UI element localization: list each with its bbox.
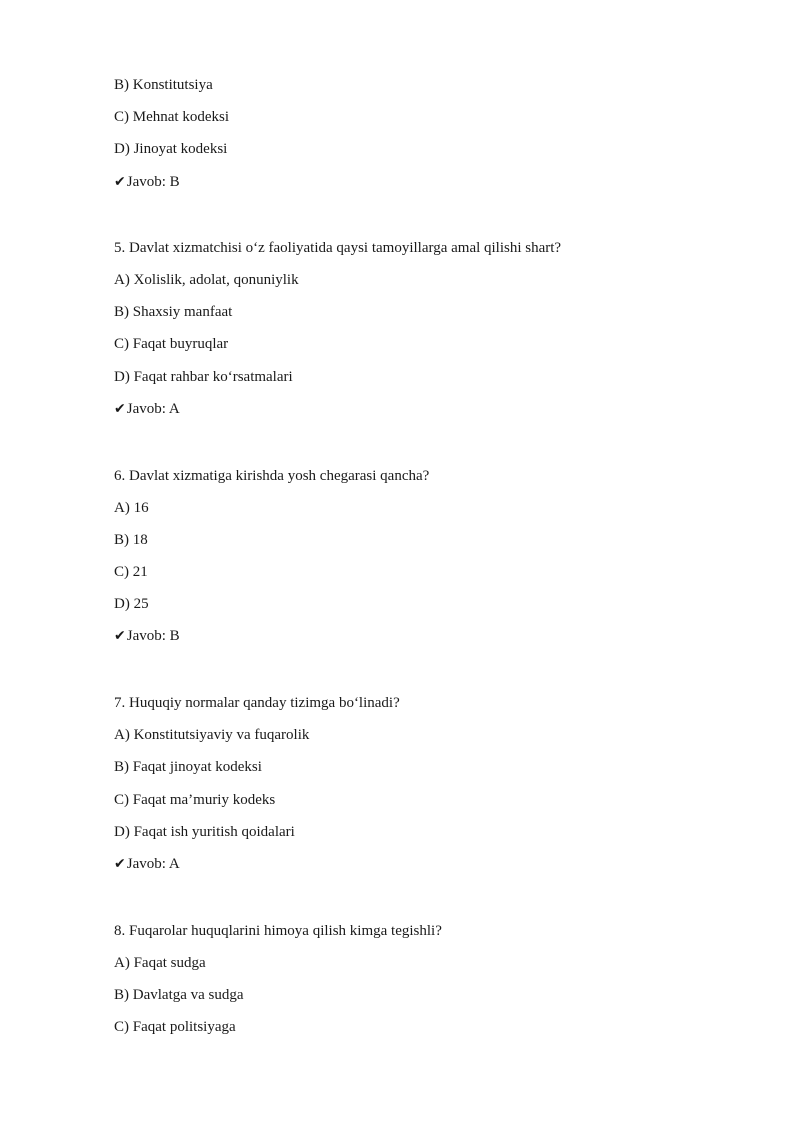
q6-answer-text: Javob: B bbox=[126, 628, 180, 644]
q7-question: 7. Huquqiy normalar qanday tizimga bo‘linadi? bbox=[114, 695, 400, 711]
q6-option-a: A) 16 bbox=[114, 500, 149, 516]
q4-answer-text: Javob: B bbox=[126, 174, 180, 190]
q5-answer bbox=[114, 399, 180, 419]
q8-option-c: C) Faqat politsiyaga bbox=[114, 1019, 236, 1035]
check-icon: ✔ bbox=[114, 174, 126, 190]
q7-option-c: C) Faqat ma’muriy kodeks bbox=[114, 792, 276, 808]
q6-answer bbox=[114, 626, 180, 646]
q7-option-d: D) Faqat ish yuritish qoidalari bbox=[114, 824, 295, 840]
q6-option-d: D) 25 bbox=[114, 596, 149, 612]
q8-option-a: A) Faqat sudga bbox=[114, 955, 206, 971]
q5-option-b: B) Shaxsiy manfaat bbox=[114, 304, 233, 320]
q6-option-c: C) 21 bbox=[114, 564, 148, 580]
q6-question: 6. Davlat xizmatiga kirishda yosh chegarasi qancha? bbox=[114, 468, 430, 484]
q8-question: 8. Fuqarolar huquqlarini himoya qilish kimga tegishli? bbox=[114, 923, 442, 939]
check-icon: ✔ bbox=[114, 401, 126, 417]
q5-option-a: A) Xolislik, adolat, qonuniylik bbox=[114, 272, 299, 288]
q5-question: 5. Davlat xizmatchisi o‘z faoliyatida qaysi tamoyillarga amal qilishi shart? bbox=[114, 240, 562, 256]
check-icon: ✔ bbox=[114, 856, 126, 872]
q5-option-d: D) Faqat rahbar ko‘rsatmalari bbox=[114, 369, 293, 385]
q5-answer-text: Javob: A bbox=[126, 401, 180, 417]
q4-answer bbox=[114, 172, 180, 192]
check-icon: ✔ bbox=[114, 628, 126, 644]
q6-option-b: B) 18 bbox=[114, 532, 148, 548]
q4-option-b: B) Konstitutsiya bbox=[114, 77, 213, 93]
q7-option-b: B) Faqat jinoyat kodeksi bbox=[114, 759, 262, 775]
q8-option-b: B) Davlatga va sudga bbox=[114, 987, 244, 1003]
q7-answer-text: Javob: A bbox=[126, 856, 180, 872]
q7-answer bbox=[114, 854, 180, 874]
q4-option-d: D) Jinoyat kodeksi bbox=[114, 141, 228, 157]
q5-option-c: C) Faqat buyruqlar bbox=[114, 336, 229, 352]
q7-option-a: A) Konstitutsiyaviy va fuqarolik bbox=[114, 727, 310, 743]
q4-option-c: C) Mehnat kodeksi bbox=[114, 109, 229, 125]
